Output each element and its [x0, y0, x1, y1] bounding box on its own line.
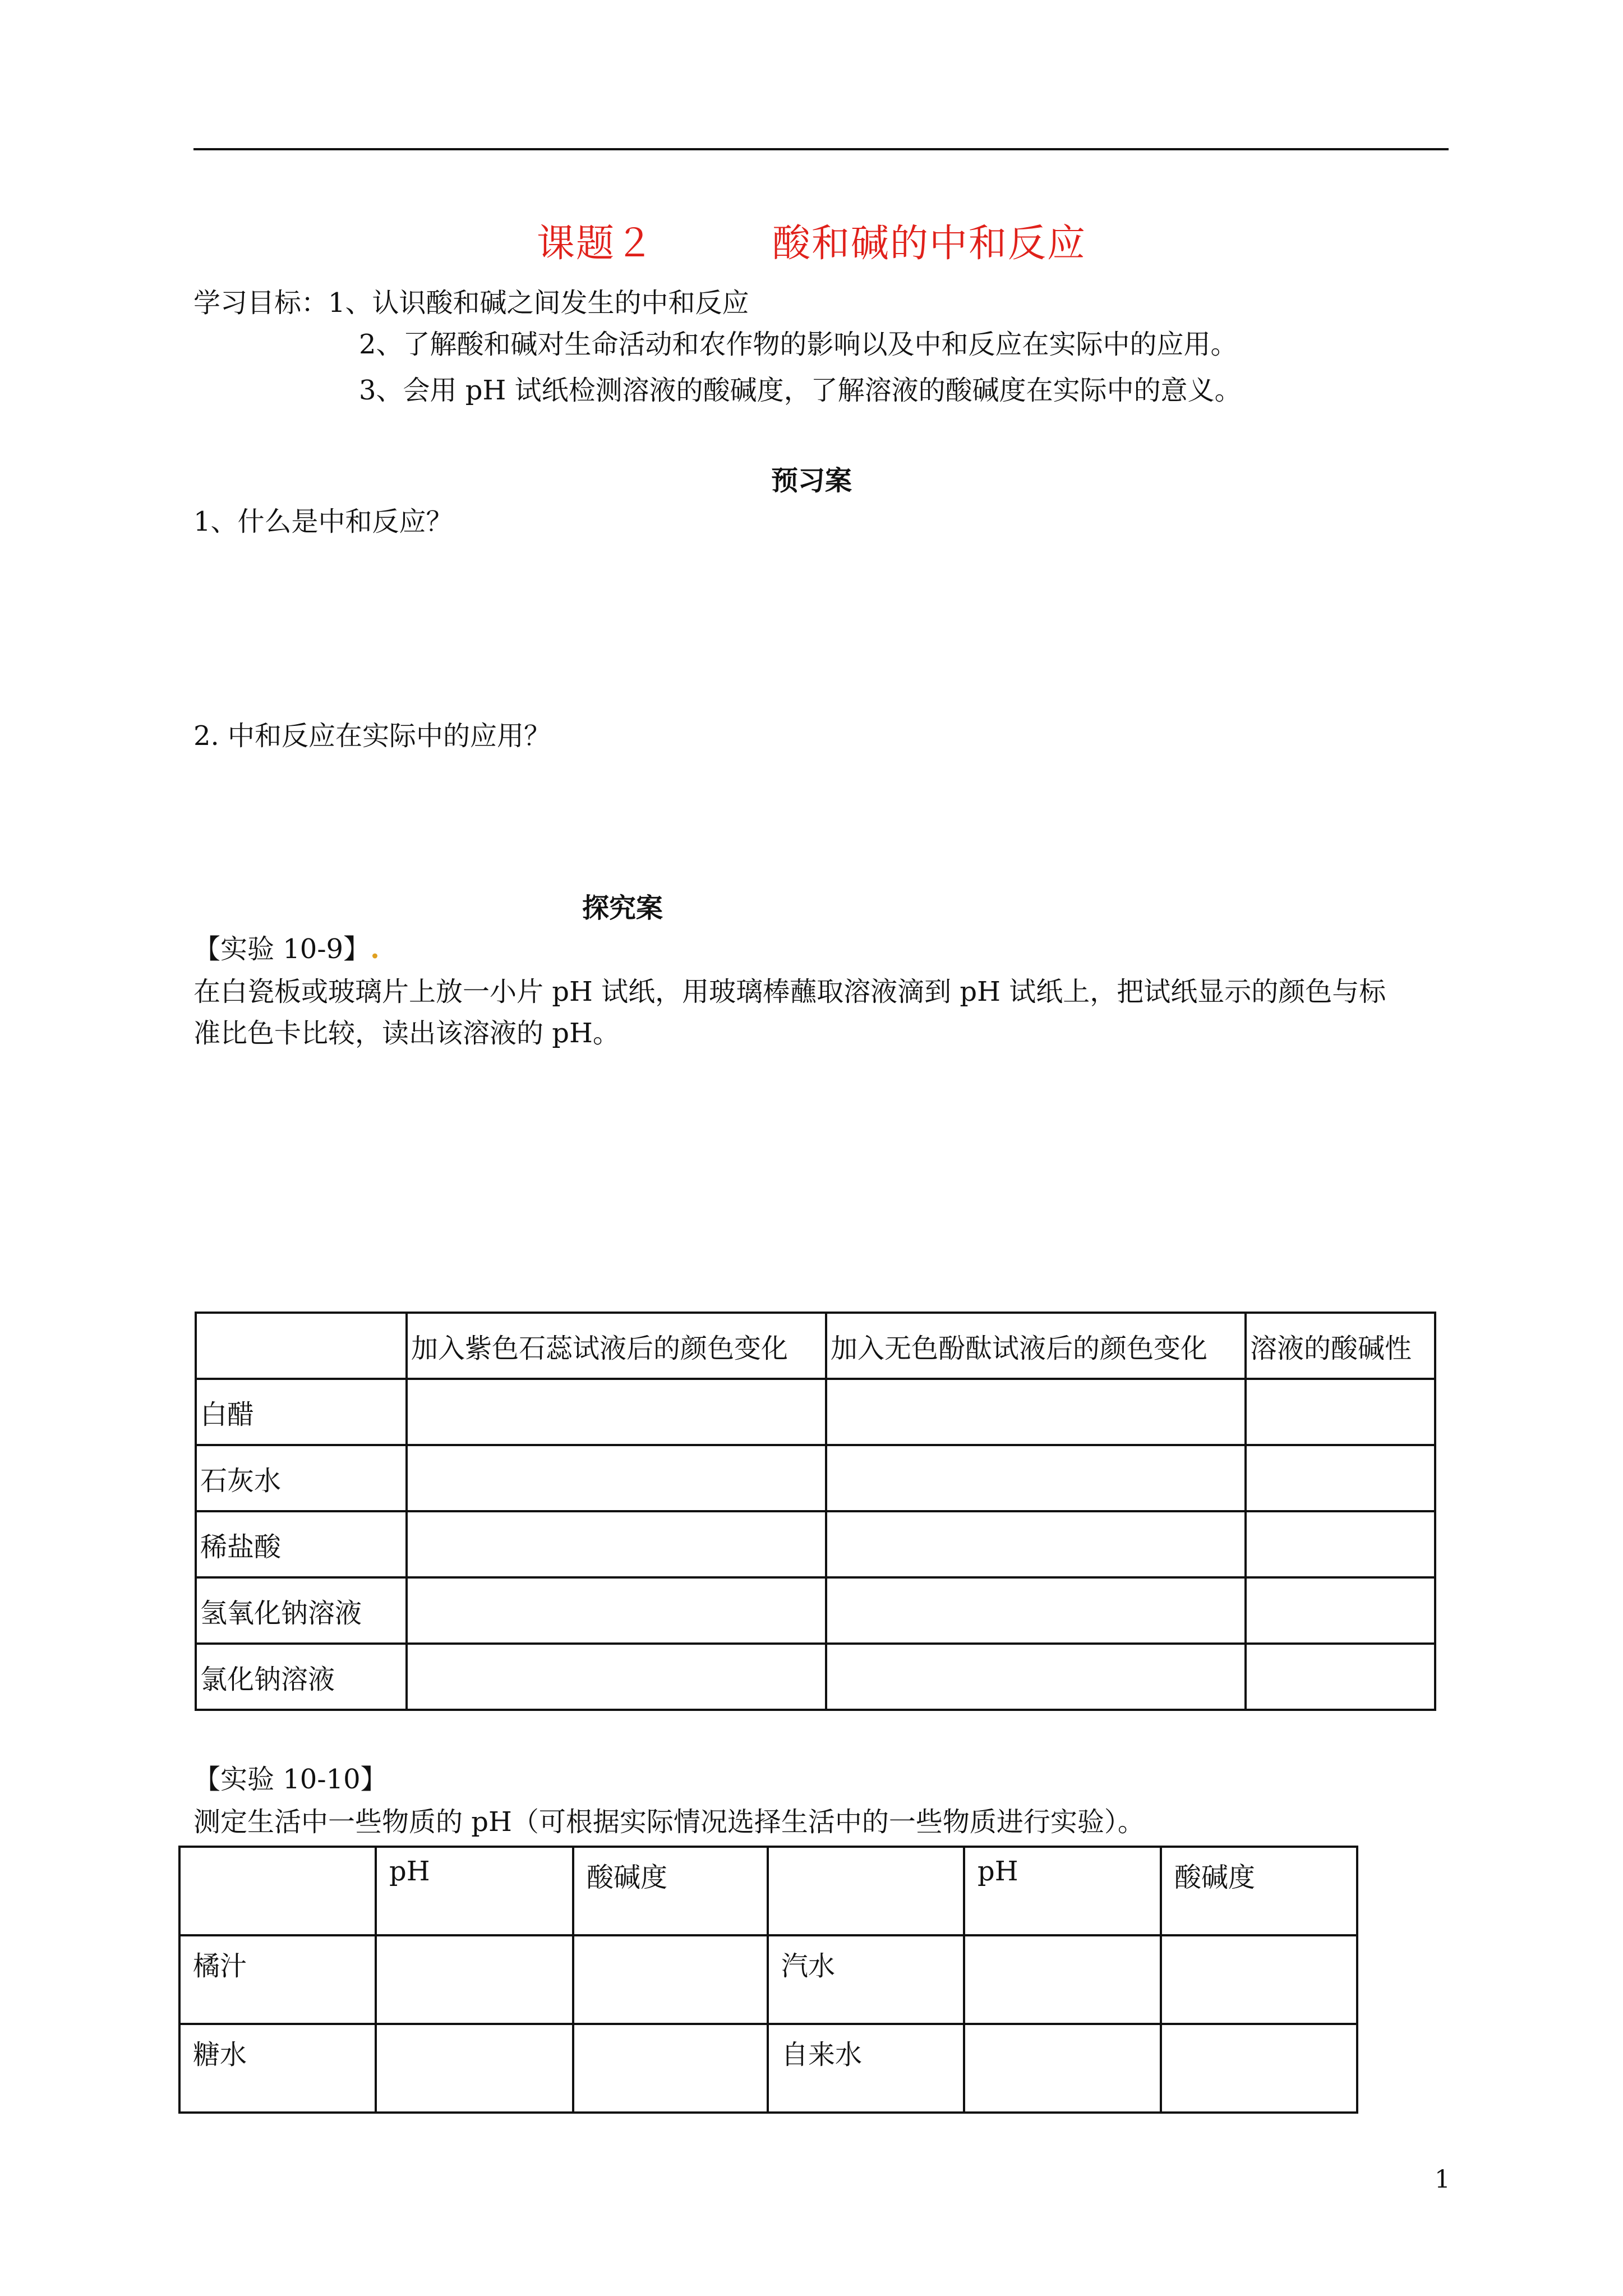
table-cell-empty — [407, 1644, 826, 1710]
table-cell — [964, 1935, 1161, 2024]
table-row-label: 石灰水 — [196, 1445, 407, 1511]
preview-heading: 预习案 — [771, 465, 852, 496]
page-title: 课题２ 酸和碱的中和反应 — [536, 222, 1086, 266]
table-cell — [1161, 2024, 1357, 2113]
table-cell: 自来水 — [768, 2024, 964, 2113]
table-cell — [376, 1935, 573, 2024]
table-cell-empty — [826, 1577, 1246, 1644]
experiment-10-9-dot: . — [370, 933, 380, 965]
table-cell-empty — [1246, 1511, 1435, 1577]
table-cell-empty — [1246, 1445, 1435, 1511]
experiment-10-9-text-line-2: 准比色卡比较，读出该溶液的 pH。 — [193, 1018, 620, 1049]
table-header-cell — [179, 1847, 376, 1935]
table-cell-empty — [1246, 1644, 1435, 1710]
explore-heading: 探究案 — [582, 892, 663, 924]
preview-question-2: 2. 中和反应在实际中的应用？ — [193, 720, 551, 752]
table-row — [179, 1935, 1357, 2024]
table-cell-empty — [407, 1445, 826, 1511]
table-row — [196, 1379, 1435, 1445]
table-cell: 橘汁 — [179, 1935, 376, 2024]
table-cell — [573, 1935, 768, 2024]
table-header-cell: 酸碱度 — [573, 1847, 768, 1935]
table-cell-empty — [826, 1379, 1246, 1445]
table-header-cell: 溶液的酸碱性 — [1246, 1313, 1435, 1379]
table-row — [196, 1511, 1435, 1577]
table-row — [196, 1445, 1435, 1511]
table-header-cell: 酸碱度 — [1161, 1847, 1357, 1935]
experiment-10-9-title: 【实验 10-9】 — [193, 933, 371, 965]
objectives-line-3: 3、会用 pH 试纸检测溶液的酸碱度，了解溶液的酸碱度在实际中的意义。 — [359, 375, 1242, 406]
table-row-label: 氯化钠溶液 — [196, 1644, 407, 1710]
table-cell-empty — [826, 1644, 1246, 1710]
table-header-cell: 加入紫色石蕊试液后的颜色变化 — [407, 1313, 826, 1379]
page-number: 1 — [1435, 2165, 1450, 2194]
table-cell-empty — [407, 1379, 826, 1445]
table-cell: 汽水 — [768, 1935, 964, 2024]
table-cell — [964, 2024, 1161, 2113]
table-cell-empty — [1246, 1577, 1435, 1644]
table-row-label: 氢氧化钠溶液 — [196, 1577, 407, 1644]
table-row-label: 稀盐酸 — [196, 1511, 407, 1577]
experiment-10-10-text: 测定生活中一些物质的 pH（可根据实际情况选择生活中的一些物质进行实验）。 — [193, 1806, 1145, 1838]
header-rule — [193, 148, 1449, 150]
table-cell-empty — [1246, 1379, 1435, 1445]
table-row — [196, 1577, 1435, 1644]
experiment-10-9-label — [193, 931, 380, 967]
objectives-line-1: 学习目标：1、认识酸和碱之间发生的中和反应 — [193, 287, 749, 319]
table-cell-empty — [407, 1511, 826, 1577]
table-header-cell — [768, 1847, 964, 1935]
table-header-cell — [196, 1313, 407, 1379]
table-header-row — [179, 1847, 1357, 1935]
preview-question-1: 1、什么是中和反应？ — [193, 506, 453, 537]
table-cell-empty — [826, 1511, 1246, 1577]
table-row — [179, 2024, 1357, 2113]
table-cell-empty — [826, 1445, 1246, 1511]
experiment-10-10-label: 【实验 10-10】 — [193, 1764, 388, 1795]
table-header-cell: pH — [376, 1847, 573, 1935]
ph-table — [178, 1846, 1358, 2114]
table-cell-empty — [407, 1577, 826, 1644]
table-cell — [1161, 1935, 1357, 2024]
objectives-line-2: 2、了解酸和碱对生命活动和农作物的影响以及中和反应在实际中的应用。 — [359, 329, 1238, 360]
experiment-10-9-text-line-1: 在白瓷板或玻璃片上放一小片 pH 试纸，用玻璃棒蘸取溶液滴到 pH 试纸上，把试纸显示的颜色与标 — [193, 976, 1386, 1007]
table-header-cell: 加入无色酚酞试液后的颜色变化 — [826, 1313, 1246, 1379]
table-cell — [376, 2024, 573, 2113]
table-cell: 糖水 — [179, 2024, 376, 2113]
table-header-row — [196, 1313, 1435, 1379]
table-cell — [573, 2024, 768, 2113]
indicator-table — [195, 1312, 1436, 1711]
table-header-cell: pH — [964, 1847, 1161, 1935]
table-row — [196, 1644, 1435, 1710]
table-row-label: 白醋 — [196, 1379, 407, 1445]
